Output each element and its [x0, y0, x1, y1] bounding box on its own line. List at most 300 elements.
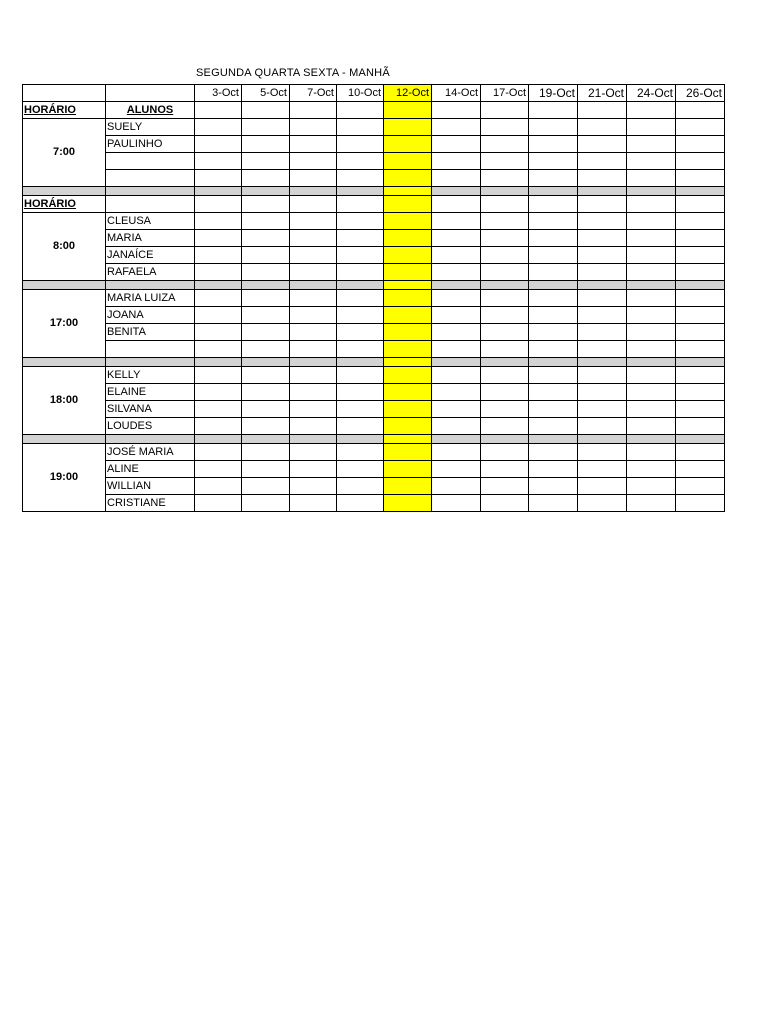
- attendance-cell[interactable]: [337, 153, 384, 170]
- attendance-cell[interactable]: [627, 461, 676, 478]
- date-header-cell[interactable]: 7-Oct: [290, 85, 337, 102]
- attendance-cell[interactable]: [432, 478, 481, 495]
- attendance-cell[interactable]: [627, 136, 676, 153]
- attendance-cell[interactable]: [290, 418, 337, 435]
- attendance-cell[interactable]: [578, 307, 627, 324]
- student-name-cell[interactable]: LOUDES: [106, 418, 195, 435]
- attendance-cell[interactable]: [481, 247, 529, 264]
- attendance-cell[interactable]: [384, 444, 432, 461]
- alunos-header[interactable]: ALUNOS: [106, 102, 195, 119]
- attendance-cell[interactable]: [529, 341, 578, 358]
- section-cell[interactable]: [337, 196, 384, 213]
- attendance-cell[interactable]: [481, 307, 529, 324]
- time-slot-cell[interactable]: 19:00: [23, 444, 106, 512]
- attendance-cell[interactable]: [529, 247, 578, 264]
- attendance-cell[interactable]: [529, 495, 578, 512]
- attendance-cell[interactable]: [529, 401, 578, 418]
- attendance-cell[interactable]: [432, 324, 481, 341]
- section-cell[interactable]: [578, 196, 627, 213]
- attendance-cell[interactable]: [578, 401, 627, 418]
- attendance-cell[interactable]: [432, 444, 481, 461]
- separator-cell: [432, 435, 481, 444]
- separator-cell: [290, 187, 337, 196]
- attendance-cell[interactable]: [195, 136, 242, 153]
- horario-header[interactable]: HORÁRIO: [23, 102, 106, 119]
- student-name-cell[interactable]: SILVANA: [106, 401, 195, 418]
- attendance-cell[interactable]: [432, 341, 481, 358]
- student-name-cell[interactable]: MARIA LUIZA: [106, 290, 195, 307]
- attendance-cell[interactable]: [529, 213, 578, 230]
- attendance-cell[interactable]: [481, 341, 529, 358]
- attendance-cell[interactable]: [627, 478, 676, 495]
- attendance-cell[interactable]: [337, 418, 384, 435]
- attendance-cell[interactable]: [432, 418, 481, 435]
- attendance-cell[interactable]: [384, 230, 432, 247]
- date-header-cell[interactable]: 14-Oct: [432, 85, 481, 102]
- attendance-cell[interactable]: [242, 324, 290, 341]
- header-cell[interactable]: [627, 102, 676, 119]
- attendance-cell[interactable]: [384, 119, 432, 136]
- attendance-cell[interactable]: [195, 324, 242, 341]
- attendance-cell[interactable]: [627, 170, 676, 187]
- attendance-cell[interactable]: [578, 136, 627, 153]
- attendance-cell[interactable]: [337, 290, 384, 307]
- attendance-cell[interactable]: [578, 418, 627, 435]
- attendance-cell[interactable]: [481, 264, 529, 281]
- attendance-cell[interactable]: [627, 444, 676, 461]
- attendance-cell[interactable]: [627, 264, 676, 281]
- attendance-cell[interactable]: [481, 136, 529, 153]
- separator-cell: [106, 281, 195, 290]
- date-header-cell[interactable]: 21-Oct: [578, 85, 627, 102]
- attendance-cell[interactable]: [481, 119, 529, 136]
- attendance-cell[interactable]: [242, 136, 290, 153]
- attendance-cell[interactable]: [676, 418, 725, 435]
- student-name-cell[interactable]: JOANA: [106, 307, 195, 324]
- attendance-cell[interactable]: [529, 119, 578, 136]
- section-cell[interactable]: [384, 196, 432, 213]
- student-row: [23, 213, 725, 230]
- attendance-cell[interactable]: [676, 384, 725, 401]
- attendance-cell[interactable]: [627, 213, 676, 230]
- student-name-cell[interactable]: CLEUSA: [106, 213, 195, 230]
- separator-cell: [337, 187, 384, 196]
- header-cell[interactable]: [290, 102, 337, 119]
- attendance-cell[interactable]: [432, 247, 481, 264]
- time-slot-cell[interactable]: 18:00: [23, 367, 106, 435]
- separator-cell: [23, 435, 106, 444]
- date-header-cell[interactable]: 5-Oct: [242, 85, 290, 102]
- sheet-title: SEGUNDA QUARTA SEXTA - MANHÃ: [196, 67, 390, 79]
- attendance-cell[interactable]: [337, 341, 384, 358]
- attendance-cell[interactable]: [432, 384, 481, 401]
- attendance-cell[interactable]: [529, 461, 578, 478]
- attendance-cell[interactable]: [578, 119, 627, 136]
- attendance-cell[interactable]: [578, 324, 627, 341]
- attendance-cell[interactable]: [432, 367, 481, 384]
- attendance-cell[interactable]: [432, 461, 481, 478]
- attendance-cell[interactable]: [337, 384, 384, 401]
- attendance-cell[interactable]: [676, 461, 725, 478]
- attendance-cell[interactable]: [384, 170, 432, 187]
- separator-cell: [676, 187, 725, 196]
- attendance-cell[interactable]: [195, 170, 242, 187]
- attendance-cell[interactable]: [290, 307, 337, 324]
- attendance-cell[interactable]: [290, 341, 337, 358]
- attendance-cell[interactable]: [242, 170, 290, 187]
- attendance-cell[interactable]: [529, 264, 578, 281]
- section-cell[interactable]: [195, 196, 242, 213]
- attendance-cell[interactable]: [337, 461, 384, 478]
- attendance-cell[interactable]: [195, 495, 242, 512]
- attendance-cell[interactable]: [578, 384, 627, 401]
- attendance-cell[interactable]: [578, 444, 627, 461]
- attendance-cell[interactable]: [242, 290, 290, 307]
- attendance-cell[interactable]: [676, 324, 725, 341]
- attendance-cell[interactable]: [676, 213, 725, 230]
- student-name-cell[interactable]: [106, 153, 195, 170]
- attendance-cell[interactable]: [290, 247, 337, 264]
- attendance-cell[interactable]: [432, 264, 481, 281]
- attendance-cell[interactable]: [481, 230, 529, 247]
- attendance-cell[interactable]: [384, 290, 432, 307]
- attendance-cell[interactable]: [578, 247, 627, 264]
- student-name-cell[interactable]: JANAÍCE: [106, 247, 195, 264]
- student-row: [23, 461, 725, 478]
- attendance-cell[interactable]: [676, 401, 725, 418]
- attendance-cell[interactable]: [578, 213, 627, 230]
- date-header-cell[interactable]: 17-Oct: [481, 85, 529, 102]
- attendance-cell[interactable]: [676, 264, 725, 281]
- horario-header[interactable]: HORÁRIO: [23, 196, 106, 213]
- attendance-cell[interactable]: [529, 478, 578, 495]
- attendance-cell[interactable]: [481, 495, 529, 512]
- date-header-cell[interactable]: 24-Oct: [627, 85, 676, 102]
- attendance-cell[interactable]: [481, 384, 529, 401]
- attendance-cell[interactable]: [481, 401, 529, 418]
- attendance-cell[interactable]: [529, 384, 578, 401]
- attendance-cell[interactable]: [290, 264, 337, 281]
- attendance-cell[interactable]: [432, 213, 481, 230]
- attendance-cell[interactable]: [337, 170, 384, 187]
- attendance-cell[interactable]: [195, 119, 242, 136]
- attendance-cell[interactable]: [195, 290, 242, 307]
- attendance-cell[interactable]: [337, 478, 384, 495]
- attendance-cell[interactable]: [290, 367, 337, 384]
- attendance-cell[interactable]: [529, 367, 578, 384]
- attendance-cell[interactable]: [676, 153, 725, 170]
- attendance-cell[interactable]: [195, 213, 242, 230]
- attendance-cell[interactable]: [432, 401, 481, 418]
- attendance-cell[interactable]: [481, 418, 529, 435]
- date-header-cell[interactable]: 19-Oct: [529, 85, 578, 102]
- attendance-cell[interactable]: [242, 230, 290, 247]
- attendance-cell[interactable]: [627, 401, 676, 418]
- separator-cell: [578, 358, 627, 367]
- attendance-cell[interactable]: [195, 230, 242, 247]
- attendance-cell[interactable]: [195, 478, 242, 495]
- date-header-cell[interactable]: 26-Oct: [676, 85, 725, 102]
- attendance-cell[interactable]: [195, 384, 242, 401]
- date-header-cell[interactable]: 10-Oct: [337, 85, 384, 102]
- section-cell[interactable]: [290, 196, 337, 213]
- attendance-cell[interactable]: [627, 341, 676, 358]
- section-cell[interactable]: [242, 196, 290, 213]
- section-cell[interactable]: [432, 196, 481, 213]
- student-name-cell[interactable]: MARIA: [106, 230, 195, 247]
- attendance-cell[interactable]: [242, 153, 290, 170]
- header-cell[interactable]: [529, 102, 578, 119]
- attendance-cell[interactable]: [384, 324, 432, 341]
- student-name-cell[interactable]: [106, 170, 195, 187]
- student-name-cell[interactable]: [106, 341, 195, 358]
- attendance-cell[interactable]: [337, 307, 384, 324]
- attendance-cell[interactable]: [242, 119, 290, 136]
- section-cell[interactable]: [627, 196, 676, 213]
- attendance-cell[interactable]: [290, 461, 337, 478]
- attendance-cell[interactable]: [242, 401, 290, 418]
- attendance-cell[interactable]: [627, 384, 676, 401]
- separator-cell: [578, 435, 627, 444]
- attendance-cell[interactable]: [676, 307, 725, 324]
- attendance-cell[interactable]: [627, 153, 676, 170]
- attendance-cell[interactable]: [384, 461, 432, 478]
- attendance-cell[interactable]: [529, 307, 578, 324]
- attendance-cell[interactable]: [481, 153, 529, 170]
- attendance-cell[interactable]: [676, 341, 725, 358]
- attendance-cell[interactable]: [627, 307, 676, 324]
- attendance-cell[interactable]: [384, 367, 432, 384]
- attendance-cell[interactable]: [337, 264, 384, 281]
- separator-row: [23, 435, 725, 444]
- attendance-cell[interactable]: [242, 213, 290, 230]
- attendance-cell[interactable]: [337, 444, 384, 461]
- attendance-cell[interactable]: [529, 170, 578, 187]
- attendance-cell[interactable]: [627, 290, 676, 307]
- student-name-cell[interactable]: BENITA: [106, 324, 195, 341]
- attendance-cell[interactable]: [529, 444, 578, 461]
- header-cell[interactable]: [578, 102, 627, 119]
- attendance-cell[interactable]: [337, 495, 384, 512]
- attendance-cell[interactable]: [432, 119, 481, 136]
- attendance-cell[interactable]: [578, 495, 627, 512]
- attendance-cell[interactable]: [290, 384, 337, 401]
- attendance-cell[interactable]: [529, 230, 578, 247]
- attendance-cell[interactable]: [627, 247, 676, 264]
- date-header-cell[interactable]: 3-Oct: [195, 85, 242, 102]
- date-header-cell[interactable]: 12-Oct: [384, 85, 432, 102]
- student-name-cell[interactable]: KELLY: [106, 367, 195, 384]
- attendance-cell[interactable]: [578, 367, 627, 384]
- attendance-cell[interactable]: [481, 444, 529, 461]
- student-name-cell[interactable]: SUELY: [106, 119, 195, 136]
- attendance-cell[interactable]: [384, 384, 432, 401]
- attendance-cell[interactable]: [384, 136, 432, 153]
- attendance-cell[interactable]: [676, 119, 725, 136]
- attendance-cell[interactable]: [290, 324, 337, 341]
- attendance-cell[interactable]: [290, 170, 337, 187]
- attendance-cell[interactable]: [578, 341, 627, 358]
- attendance-cell[interactable]: [290, 495, 337, 512]
- attendance-cell[interactable]: [337, 230, 384, 247]
- attendance-cell[interactable]: [290, 136, 337, 153]
- attendance-cell[interactable]: [290, 478, 337, 495]
- attendance-cell[interactable]: [384, 213, 432, 230]
- attendance-cell[interactable]: [290, 230, 337, 247]
- attendance-cell[interactable]: [432, 290, 481, 307]
- student-cell[interactable]: [106, 196, 195, 213]
- header-cell[interactable]: [384, 102, 432, 119]
- attendance-cell[interactable]: [242, 478, 290, 495]
- attendance-cell[interactable]: [242, 367, 290, 384]
- attendance-cell[interactable]: [337, 367, 384, 384]
- attendance-cell[interactable]: [578, 264, 627, 281]
- header-cell[interactable]: [676, 102, 725, 119]
- attendance-cell[interactable]: [195, 264, 242, 281]
- attendance-cell[interactable]: [195, 418, 242, 435]
- attendance-cell[interactable]: [578, 478, 627, 495]
- corner-cell[interactable]: [23, 85, 106, 102]
- attendance-cell[interactable]: [676, 136, 725, 153]
- separator-cell: [242, 281, 290, 290]
- attendance-cell[interactable]: [384, 153, 432, 170]
- attendance-cell[interactable]: [578, 153, 627, 170]
- separator-cell: [578, 187, 627, 196]
- attendance-cell[interactable]: [676, 367, 725, 384]
- attendance-cell[interactable]: [676, 478, 725, 495]
- attendance-cell[interactable]: [384, 418, 432, 435]
- attendance-cell[interactable]: [290, 290, 337, 307]
- attendance-cell[interactable]: [195, 247, 242, 264]
- attendance-cell[interactable]: [627, 324, 676, 341]
- attendance-cell[interactable]: [195, 461, 242, 478]
- attendance-cell[interactable]: [195, 444, 242, 461]
- header-cell[interactable]: [481, 102, 529, 119]
- attendance-cell[interactable]: [337, 119, 384, 136]
- attendance-cell[interactable]: [384, 307, 432, 324]
- attendance-cell[interactable]: [529, 136, 578, 153]
- attendance-cell[interactable]: [481, 213, 529, 230]
- attendance-cell[interactable]: [242, 264, 290, 281]
- attendance-cell[interactable]: [195, 401, 242, 418]
- attendance-cell[interactable]: [242, 247, 290, 264]
- attendance-cell[interactable]: [481, 324, 529, 341]
- student-name-cell[interactable]: CRISTIANE: [106, 495, 195, 512]
- attendance-cell[interactable]: [195, 367, 242, 384]
- attendance-cell[interactable]: [481, 290, 529, 307]
- attendance-cell[interactable]: [578, 290, 627, 307]
- time-slot-cell[interactable]: 7:00: [23, 119, 106, 187]
- student-name-cell[interactable]: PAULINHO: [106, 136, 195, 153]
- attendance-cell[interactable]: [432, 495, 481, 512]
- student-name-cell[interactable]: ELAINE: [106, 384, 195, 401]
- attendance-cell[interactable]: [242, 384, 290, 401]
- attendance-cell[interactable]: [242, 461, 290, 478]
- attendance-cell[interactable]: [481, 367, 529, 384]
- attendance-cell[interactable]: [627, 495, 676, 512]
- student-name-cell[interactable]: RAFAELA: [106, 264, 195, 281]
- corner-cell[interactable]: [106, 85, 195, 102]
- attendance-cell[interactable]: [432, 170, 481, 187]
- attendance-cell[interactable]: [384, 495, 432, 512]
- header-cell[interactable]: [242, 102, 290, 119]
- attendance-cell[interactable]: [481, 461, 529, 478]
- attendance-cell[interactable]: [578, 170, 627, 187]
- separator-row: [23, 187, 725, 196]
- attendance-cell[interactable]: [337, 324, 384, 341]
- section-cell[interactable]: [676, 196, 725, 213]
- attendance-cell[interactable]: [627, 230, 676, 247]
- attendance-cell[interactable]: [578, 461, 627, 478]
- attendance-cell[interactable]: [529, 418, 578, 435]
- attendance-cell[interactable]: [290, 401, 337, 418]
- attendance-cell[interactable]: [529, 324, 578, 341]
- attendance-cell[interactable]: [481, 478, 529, 495]
- attendance-cell[interactable]: [242, 495, 290, 512]
- section-cell[interactable]: [481, 196, 529, 213]
- attendance-cell[interactable]: [384, 401, 432, 418]
- attendance-cell[interactable]: [242, 307, 290, 324]
- student-name-cell[interactable]: JOSÉ MARIA: [106, 444, 195, 461]
- attendance-cell[interactable]: [676, 170, 725, 187]
- attendance-cell[interactable]: [195, 153, 242, 170]
- student-name-cell[interactable]: WILLIAN: [106, 478, 195, 495]
- attendance-cell[interactable]: [627, 119, 676, 136]
- attendance-cell[interactable]: [290, 119, 337, 136]
- attendance-cell[interactable]: [676, 290, 725, 307]
- attendance-cell[interactable]: [195, 307, 242, 324]
- attendance-cell[interactable]: [290, 153, 337, 170]
- attendance-cell[interactable]: [432, 153, 481, 170]
- attendance-cell[interactable]: [432, 307, 481, 324]
- attendance-cell[interactable]: [337, 247, 384, 264]
- attendance-cell[interactable]: [676, 247, 725, 264]
- attendance-cell[interactable]: [242, 418, 290, 435]
- attendance-cell[interactable]: [627, 418, 676, 435]
- attendance-cell[interactable]: [337, 136, 384, 153]
- attendance-cell[interactable]: [676, 230, 725, 247]
- attendance-cell[interactable]: [578, 230, 627, 247]
- header-cell[interactable]: [337, 102, 384, 119]
- student-row: [23, 478, 725, 495]
- attendance-cell[interactable]: [337, 213, 384, 230]
- attendance-cell[interactable]: [290, 213, 337, 230]
- header-cell[interactable]: [432, 102, 481, 119]
- attendance-cell[interactable]: [529, 153, 578, 170]
- student-name-cell[interactable]: ALINE: [106, 461, 195, 478]
- section-cell[interactable]: [529, 196, 578, 213]
- attendance-cell[interactable]: [384, 264, 432, 281]
- attendance-cell[interactable]: [384, 247, 432, 264]
- time-slot-cell[interactable]: 8:00: [23, 213, 106, 281]
- attendance-cell[interactable]: [481, 170, 529, 187]
- attendance-cell[interactable]: [242, 341, 290, 358]
- attendance-cell[interactable]: [432, 136, 481, 153]
- header-cell[interactable]: [195, 102, 242, 119]
- attendance-cell[interactable]: [195, 341, 242, 358]
- attendance-cell[interactable]: [384, 478, 432, 495]
- time-slot-cell[interactable]: 17:00: [23, 290, 106, 358]
- attendance-cell[interactable]: [337, 401, 384, 418]
- attendance-cell[interactable]: [290, 444, 337, 461]
- attendance-cell[interactable]: [627, 367, 676, 384]
- attendance-cell[interactable]: [676, 495, 725, 512]
- attendance-cell[interactable]: [529, 290, 578, 307]
- attendance-cell[interactable]: [432, 230, 481, 247]
- attendance-cell[interactable]: [242, 444, 290, 461]
- attendance-cell[interactable]: [384, 341, 432, 358]
- attendance-cell[interactable]: [676, 444, 725, 461]
